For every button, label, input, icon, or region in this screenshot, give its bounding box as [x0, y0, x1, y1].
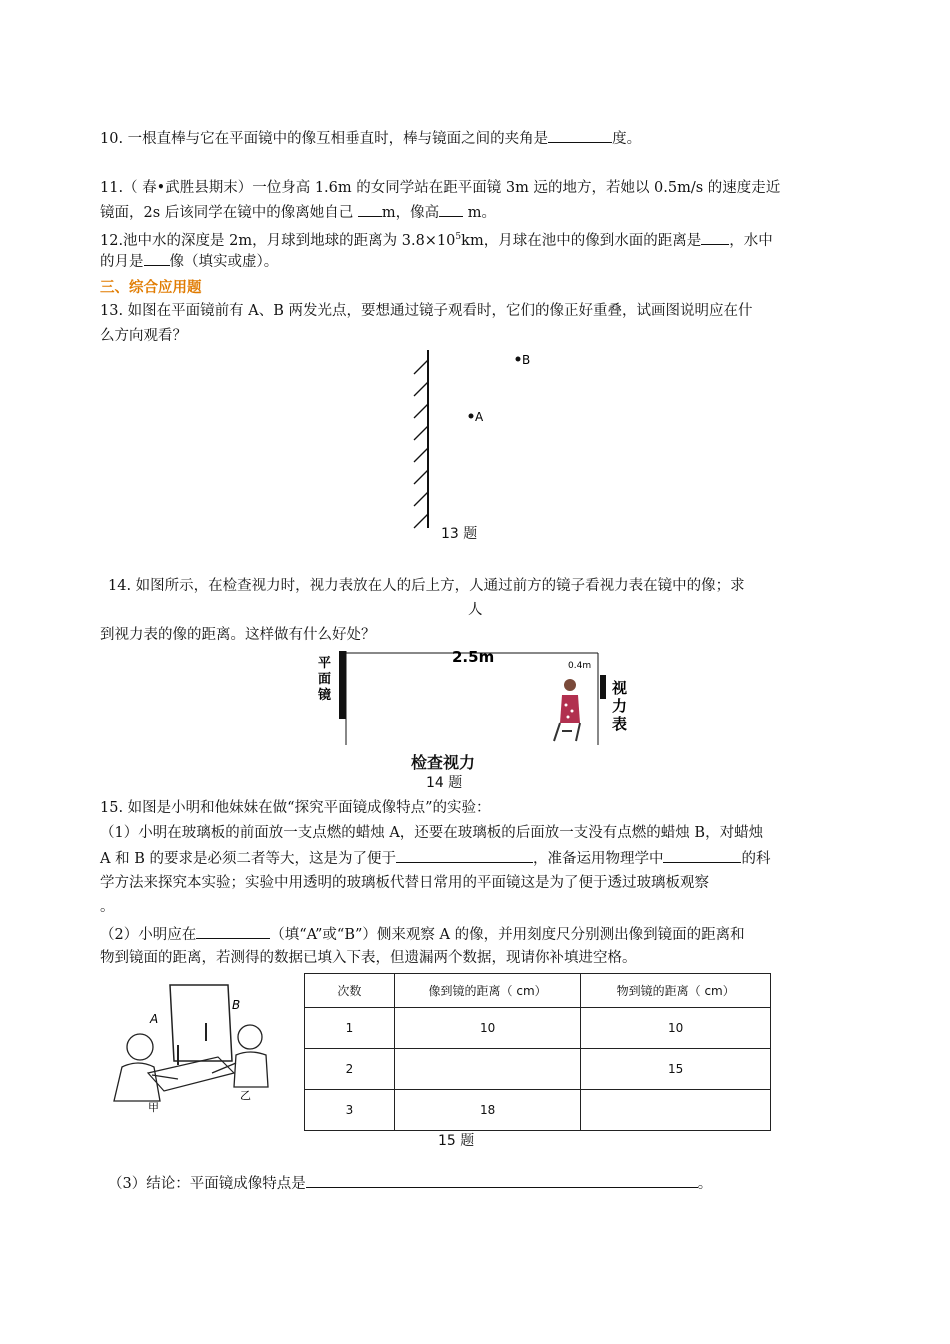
table-row: [305, 1049, 771, 1090]
figure-15-experiment-illustration: [108, 975, 288, 1125]
table-cell: 18: [394, 1090, 581, 1131]
table-header: 物到镜的距离（ cm）: [581, 974, 771, 1008]
table-cell: [581, 1090, 771, 1131]
label-b: B: [232, 998, 241, 1012]
figure-15-caption: 15 题: [438, 1133, 475, 1149]
figure-14-caption: 14 题: [426, 775, 463, 791]
seated-person-figure: [554, 679, 580, 741]
chart-label-3: 表: [612, 715, 628, 733]
table-board: [148, 1057, 234, 1091]
mirror-label-1: 平: [318, 656, 332, 671]
question-15-line1: 15. 如图是小明和他妹妹在做“探究平面镜成像特点”的实验：: [100, 800, 491, 816]
answer-blank: [196, 924, 270, 939]
question-14-line2: 到视力表的像的距离。这样做有什么好处？: [100, 627, 376, 643]
question-15-p2-line2: 物到镜面的距离，若测得的数据已填入下表，但遗漏两个数据，现请你补填进空格。: [100, 950, 637, 966]
table-header: 像到镜的距离（ cm）: [394, 974, 581, 1008]
table-cell: 3: [305, 1090, 395, 1131]
label-jia: 甲: [148, 1101, 159, 1114]
table-cell: 15: [581, 1049, 771, 1090]
table-cell: 1: [305, 1008, 395, 1049]
table-cell: 10: [394, 1008, 581, 1049]
question-11-line2: 镜面，2s 后该同学在镜中的像离她自己 m，像高 m。: [100, 202, 496, 223]
question-15-p2-line1: （2）小明应在 （填“A”或“B”）侧来观察 A 的像，并用刻度尺分别测出像到镜面的距离和: [100, 924, 745, 945]
distance-label: 2.5m: [452, 648, 495, 666]
point-a-label: A: [475, 410, 484, 424]
answer-blank: [548, 128, 612, 143]
table-header-row: [305, 974, 771, 1008]
question-13-line1: 13. 如图在平面镜前有 A、B 两发光点，要想通过镜子观看时，它们的像正好重叠，试画图说明应在什: [100, 303, 753, 319]
chart-label-1: 视: [612, 679, 628, 697]
table-cell: 10: [581, 1008, 771, 1049]
point-b: [516, 357, 521, 362]
child-yi: [212, 1025, 268, 1087]
question-12-line1: 12.池中水的深度是 2m，月球到地球的距离为 $3.8\times 10^5km$，月球在池中的像到水面的距离是 ，水中: [100, 227, 773, 251]
question-11-line1: 11.（ 春•武胜县期末）一位身高 1.6m 的女同学站在距平面镜 3m 远的地方，若她以 0.5m/s 的速度走近: [100, 180, 781, 196]
small-distance-label: 0.4m: [568, 661, 592, 671]
figure-14-title: 检查视力: [411, 753, 476, 772]
figure-13-mirror-diagram: [400, 345, 550, 545]
table-cell: [394, 1049, 581, 1090]
question-15-p3: （3）结论：平面镜成像特点是 。: [108, 1173, 712, 1194]
answer-blank: [306, 1173, 698, 1188]
answer-blank: [663, 848, 741, 863]
question-15-p1-line2: A 和 B 的要求是必须二者等大，这是为了便于 ，准备运用物理学中 的科: [100, 848, 770, 869]
label-a: A: [150, 1012, 159, 1026]
answer-blank: [439, 202, 463, 217]
label-yi: 乙: [240, 1089, 251, 1102]
point-a: [469, 414, 474, 419]
question-15-p1-line1: （1）小明在玻璃板的前面放一支点燃的蜡烛 A，还要在玻璃板的后面放一支没有点燃的蜡烛 B，对蜡烛: [100, 825, 764, 841]
table-cell: 2: [305, 1049, 395, 1090]
mirror-label-3: 镜: [318, 688, 332, 703]
question-12-line2: 的月是 像（填实或虚）。: [100, 251, 278, 272]
figure-13-caption: 13 题: [441, 526, 478, 542]
question-15-p1-line4: 。: [100, 899, 115, 915]
answer-blank: [144, 251, 170, 266]
question-15-p1-line3: 学方法来探究本实验；实验中用透明的玻璃板代替日常用的平面镜这是为了便于透过玻璃板观察: [100, 875, 709, 891]
eye-chart-bar: [600, 675, 606, 699]
mirror-hatching: [414, 360, 428, 528]
data-table: [304, 973, 771, 1131]
section-heading: 三、综合应用题: [100, 280, 202, 296]
question-14-line1: 14. 如图所示，在检查视力时，视力表放在人的后上方，人通过前方的镜子看视力表在镜中的像；求: [108, 578, 745, 594]
child-jia: [114, 1034, 178, 1101]
question-14-line1-wrap: 人: [468, 602, 483, 618]
answer-blank: [358, 202, 382, 217]
answer-blank: [701, 230, 729, 245]
figure-14-eye-test-diagram: [310, 645, 650, 755]
answer-blank: [396, 848, 533, 863]
table-header: 次数: [305, 974, 395, 1008]
question-10: 10. 一根直棒与它在平面镜中的像互相垂直时，棒与镜面之间的夹角是 度。: [100, 128, 641, 149]
glass-plate: [170, 985, 232, 1061]
table-row: [305, 1090, 771, 1131]
point-b-label: B: [522, 353, 531, 367]
question-13-line2: 么方向观看？: [100, 328, 187, 344]
mirror-bar: [339, 651, 346, 719]
chart-label-2: 力: [612, 697, 628, 715]
mirror-label-2: 面: [318, 672, 332, 687]
table-row: [305, 1008, 771, 1049]
